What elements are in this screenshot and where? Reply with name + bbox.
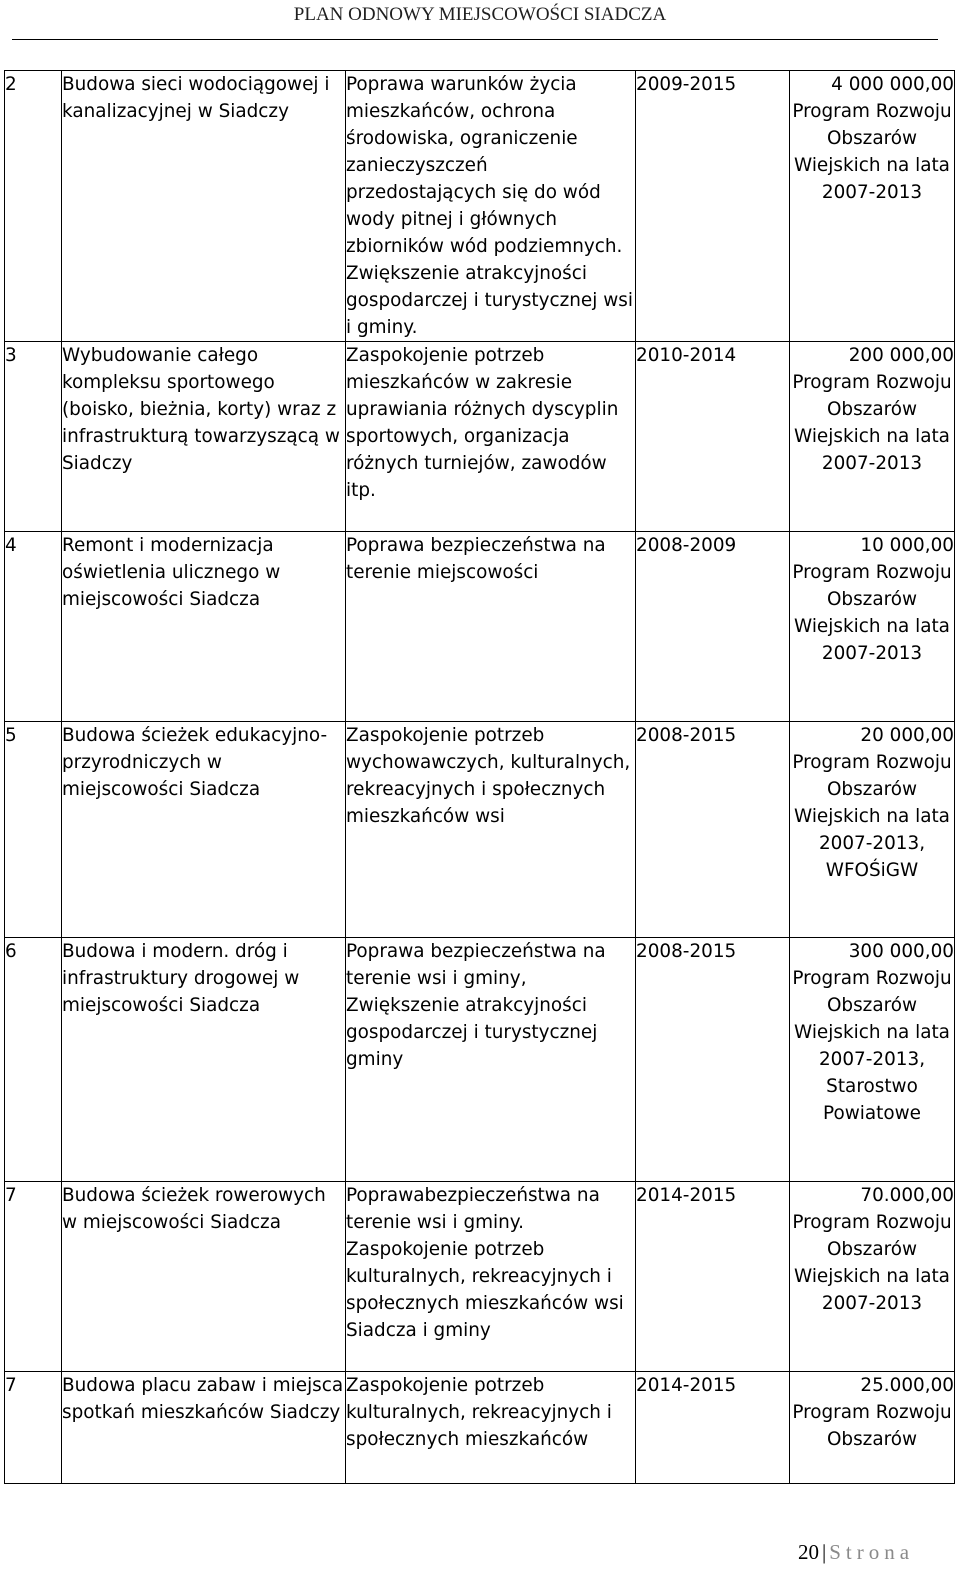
project-years: 2008-2015: [636, 722, 790, 938]
funding-amount: 200 000,00: [848, 345, 954, 366]
funding-cell: [790, 342, 955, 532]
project-name: Budowa placu zabaw i miejsca spotkań mieszkańców Siadczy: [62, 1372, 346, 1484]
project-goal: Zaspokojenie potrzeb wychowawczych, kulturalnych, rekreacyjnych i społecznych mieszkańców wsi: [346, 722, 636, 938]
funding-amount: 4 000 000,00: [831, 74, 954, 95]
funding-cell: [790, 1372, 955, 1484]
project-name: Wybudowanie całego kompleksu sportowego (boisko, bieżnia, korty) wraz z infrastrukturą towarzyszącą w Siadczy: [62, 342, 346, 532]
row-number: 4: [5, 532, 62, 722]
page-header: [0, 0, 960, 42]
project-years: 2010-2014: [636, 342, 790, 532]
row-number: 2: [5, 71, 62, 342]
table-row: [5, 71, 955, 342]
project-goal: Poprawabezpieczeństwa na terenie wsi i gminy. Zaspokojenie potrzeb kulturalnych, rekreacyjnych i społecznych mieszkańców wsi Siadcza i gminy: [346, 1182, 636, 1372]
funding-source: Program Rozwoju Obszarów Wiejskich na lata 2007-2013: [792, 1212, 952, 1314]
funding-source: Program Rozwoju Obszarów Wiejskich na lata 2007-2013, Starostwo Powiatowe: [792, 968, 952, 1124]
page-footer: [798, 1540, 914, 1565]
funding-source: Program Rozwoju Obszarów Wiejskich na lata 2007-2013: [792, 101, 952, 203]
funding-source: Program Rozwoju Obszarów Wiejskich na lata 2007-2013: [792, 372, 952, 474]
funding-cell: [790, 722, 955, 938]
row-number: 7: [5, 1372, 62, 1484]
project-name: Budowa ścieżek rowerowych w miejscowości Siadcza: [62, 1182, 346, 1372]
projects-table: [4, 70, 955, 1484]
project-goal: Zaspokojenie potrzeb mieszkańców w zakresie uprawiania różnych dyscyplin sportowych, organizacja różnych turniejów, zawodów itp.: [346, 342, 636, 532]
table-row: [5, 342, 955, 532]
funding-cell: [790, 1182, 955, 1372]
table-row: [5, 722, 955, 938]
page-word: Strona: [829, 1540, 915, 1564]
funding-source: Program Rozwoju Obszarów Wiejskich na lata 2007-2013: [792, 562, 952, 664]
funding-cell: [790, 71, 955, 342]
row-number: 5: [5, 722, 62, 938]
funding-amount: 20 000,00: [860, 725, 954, 746]
row-number: 7: [5, 1182, 62, 1372]
project-goal: Poprawa bezpieczeństwa na terenie wsi i gminy, Zwiększenie atrakcyjności gospodarczej i turystycznej gminy: [346, 938, 636, 1182]
footer-separator: |: [822, 1540, 827, 1564]
table-row: [5, 532, 955, 722]
page-number: 20: [798, 1540, 819, 1564]
project-years: 2008-2009: [636, 532, 790, 722]
project-name: Budowa ścieżek edukacyjno-przyrodniczych w miejscowości Siadcza: [62, 722, 346, 938]
project-name: Budowa sieci wodociągowej i kanalizacyjnej w Siadczy: [62, 71, 346, 342]
project-goal: Poprawa warunków życia mieszkańców, ochrona środowiska, ograniczenie zanieczyszczeń przedostających się do wód wody pitnej i głównych zbiorników wód podziemnych. Zwiększenie atrakcyjności gospodarczej i turystycznej wsi i gminy.: [346, 71, 636, 342]
table-row: [5, 1372, 955, 1484]
funding-amount: 70.000,00: [860, 1185, 954, 1206]
project-goal: Poprawa bezpieczeństwa na terenie miejscowości: [346, 532, 636, 722]
table-row: [5, 1182, 955, 1372]
project-years: 2008-2015: [636, 938, 790, 1182]
header-title: PLAN ODNOWY MIEJSCOWOŚCI SIADCZA: [293, 4, 667, 25]
funding-cell: [790, 938, 955, 1182]
project-name: Remont i modernizacja oświetlenia ulicznego w miejscowości Siadcza: [62, 532, 346, 722]
funding-amount: 300 000,00: [848, 941, 954, 962]
project-years: 2014-2015: [636, 1182, 790, 1372]
project-name: Budowa i modern. dróg i infrastruktury drogowej w miejscowości Siadcza: [62, 938, 346, 1182]
row-number: 6: [5, 938, 62, 1182]
funding-source: Program Rozwoju Obszarów Wiejskich na lata 2007-2013, WFOŚiGW: [792, 752, 952, 881]
table-row: [5, 938, 955, 1182]
funding-amount: 25.000,00: [860, 1375, 954, 1396]
funding-source: Program Rozwoju Obszarów: [792, 1402, 952, 1450]
header-divider: [12, 39, 938, 40]
project-years: 2014-2015: [636, 1372, 790, 1484]
funding-amount: 10 000,00: [860, 535, 954, 556]
row-number: 3: [5, 342, 62, 532]
project-goal: Zaspokojenie potrzeb kulturalnych, rekreacyjnych i społecznych mieszkańców: [346, 1372, 636, 1484]
funding-cell: [790, 532, 955, 722]
project-years: 2009-2015: [636, 71, 790, 342]
